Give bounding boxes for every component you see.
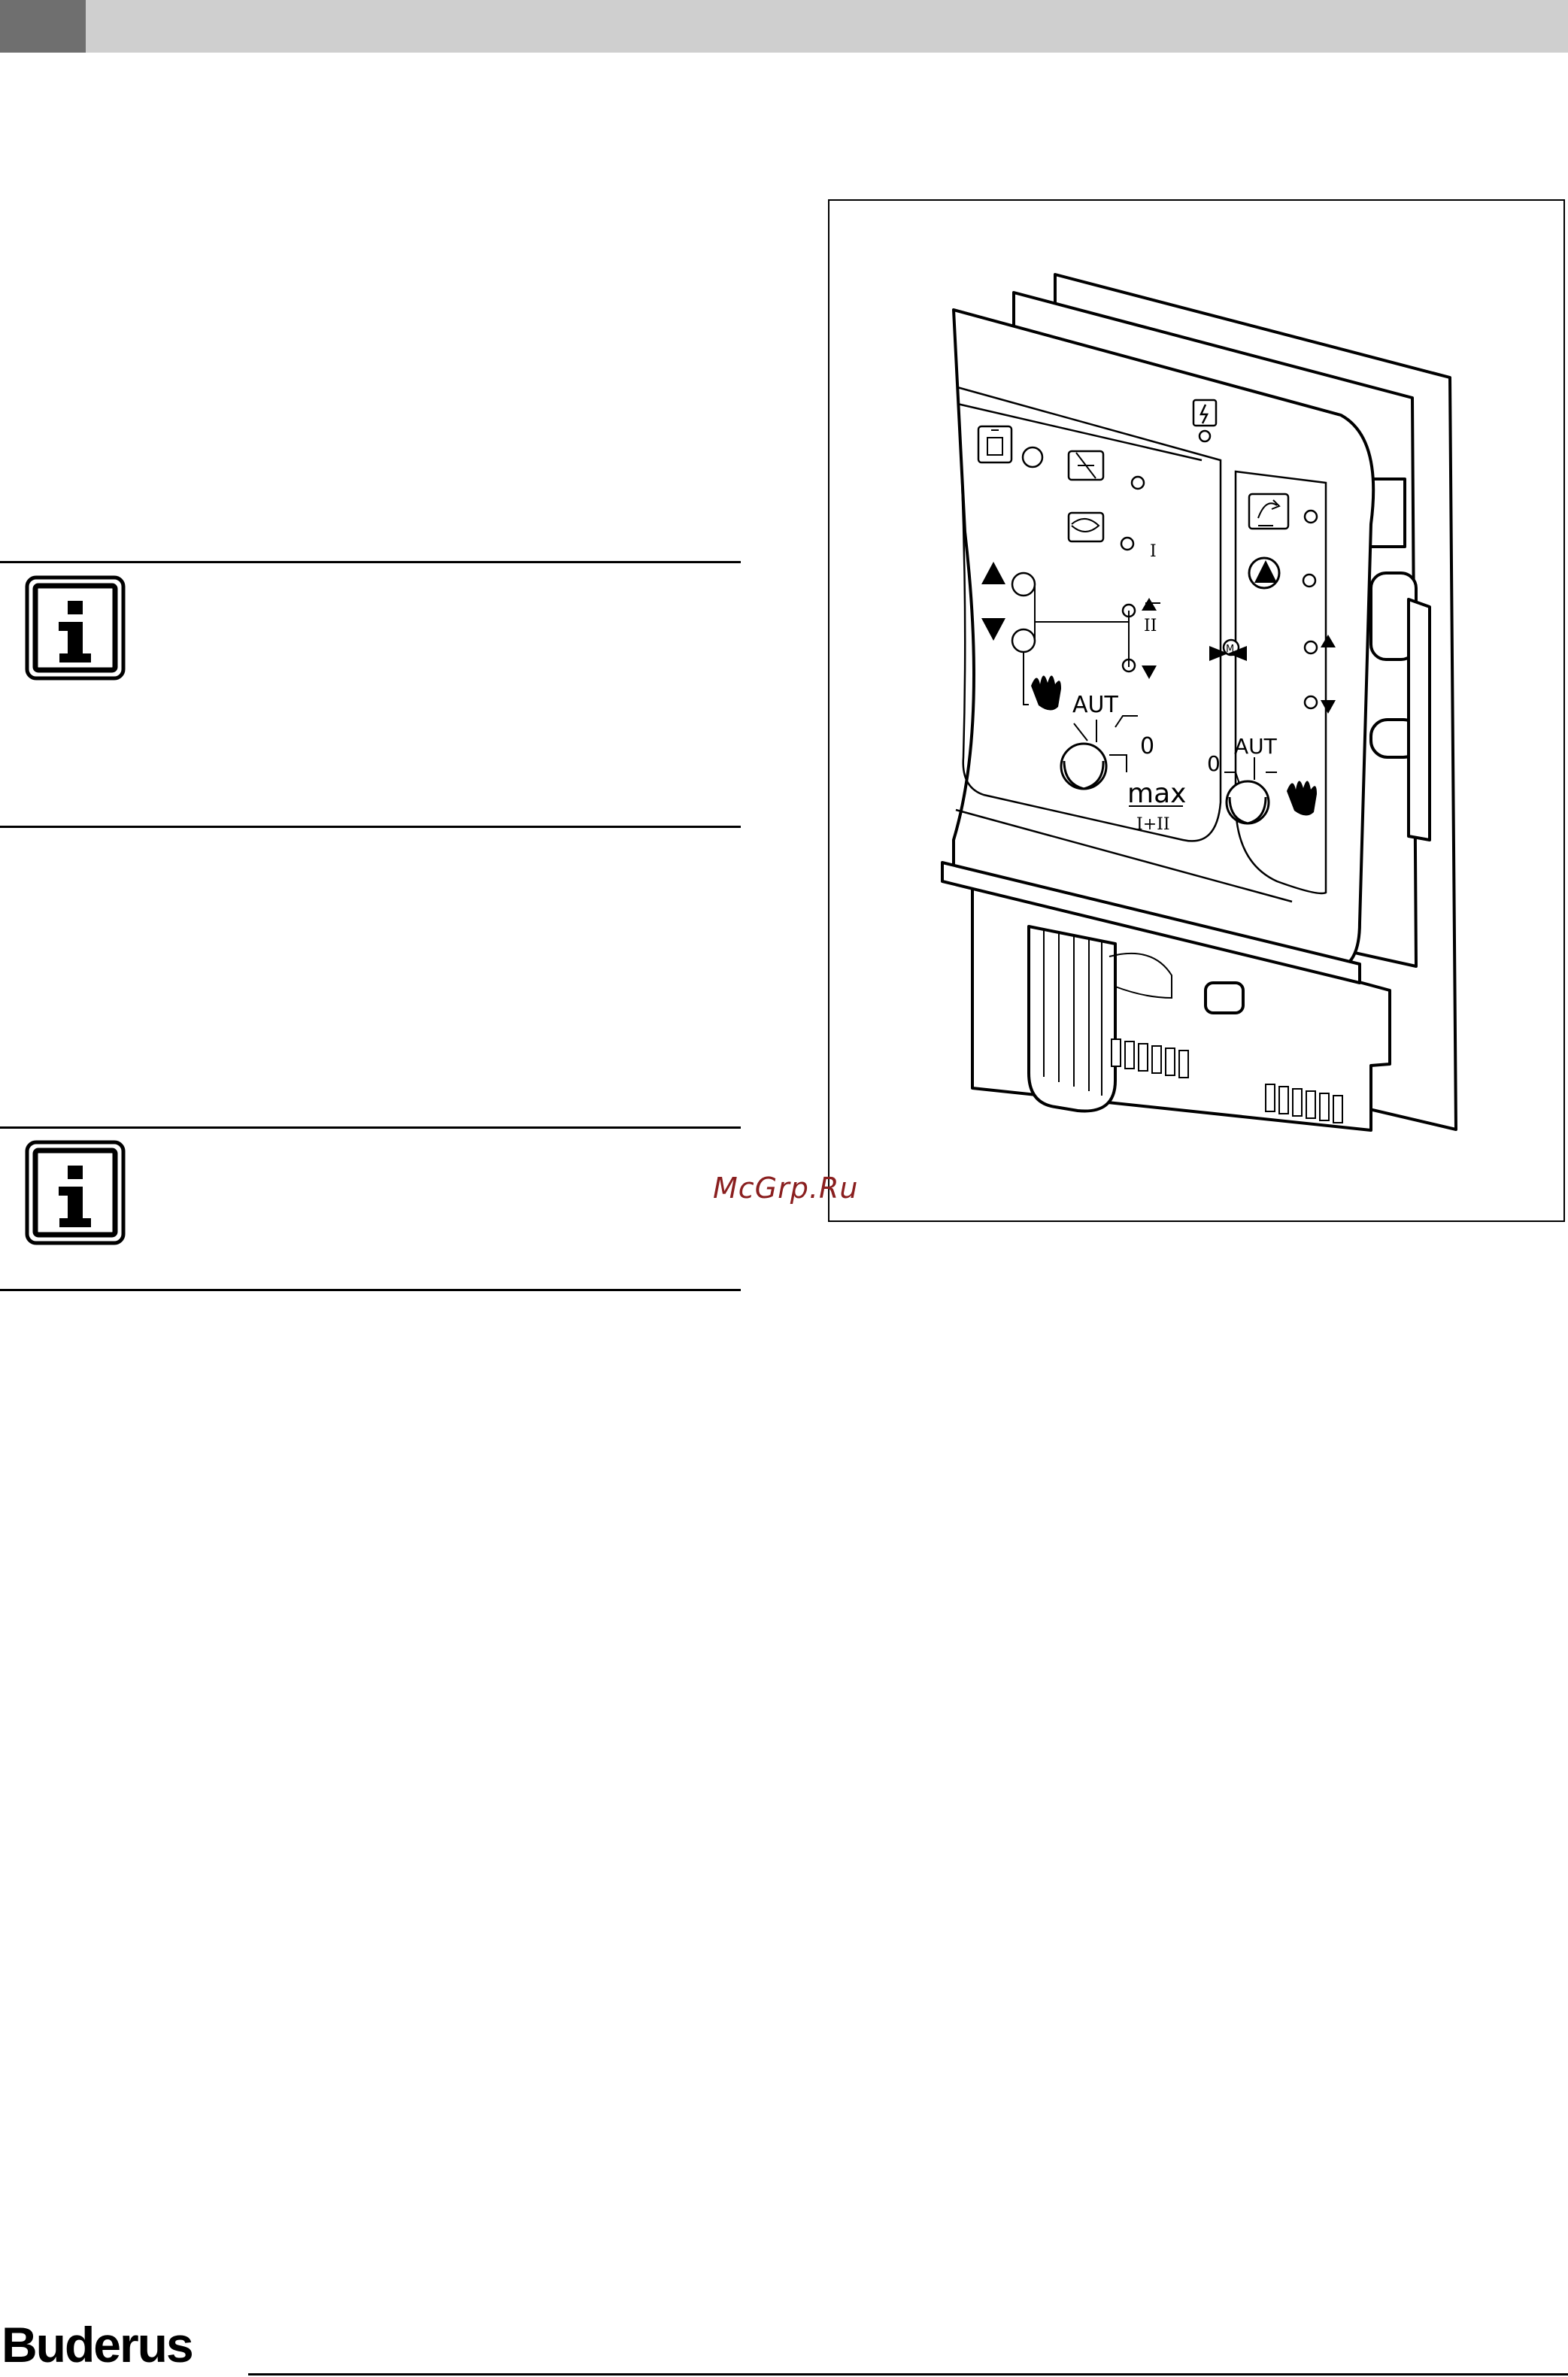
label-i-plus-ii: I+II <box>1136 815 1170 834</box>
label-max: max <box>1127 778 1187 809</box>
label-motor-m: M <box>1226 644 1235 655</box>
info-icon <box>25 575 126 681</box>
watermark: McGrp.Ru <box>713 1172 859 1205</box>
info-icon <box>25 1140 126 1245</box>
module-illustration <box>829 201 1563 1220</box>
brand-logo: Buderus <box>2 2317 193 2372</box>
figure-frame <box>828 199 1565 1222</box>
note-rule-bottom-2 <box>0 1289 741 1291</box>
label-roman-ii: II <box>1144 617 1157 635</box>
header-bar <box>0 0 1568 53</box>
label-roman-i: I <box>1150 542 1157 561</box>
footer-rule <box>248 2373 1568 2375</box>
note-rule-top-2 <box>0 1126 741 1129</box>
label-aut-right: AUT <box>1234 734 1277 759</box>
label-aut-left: AUT <box>1072 692 1118 718</box>
header-tab <box>0 0 86 53</box>
note-rule-top-1 <box>0 561 741 563</box>
label-zero-right: 0 <box>1207 751 1221 776</box>
note-rule-bottom-1 <box>0 826 741 828</box>
label-zero-left: 0 <box>1140 733 1155 759</box>
